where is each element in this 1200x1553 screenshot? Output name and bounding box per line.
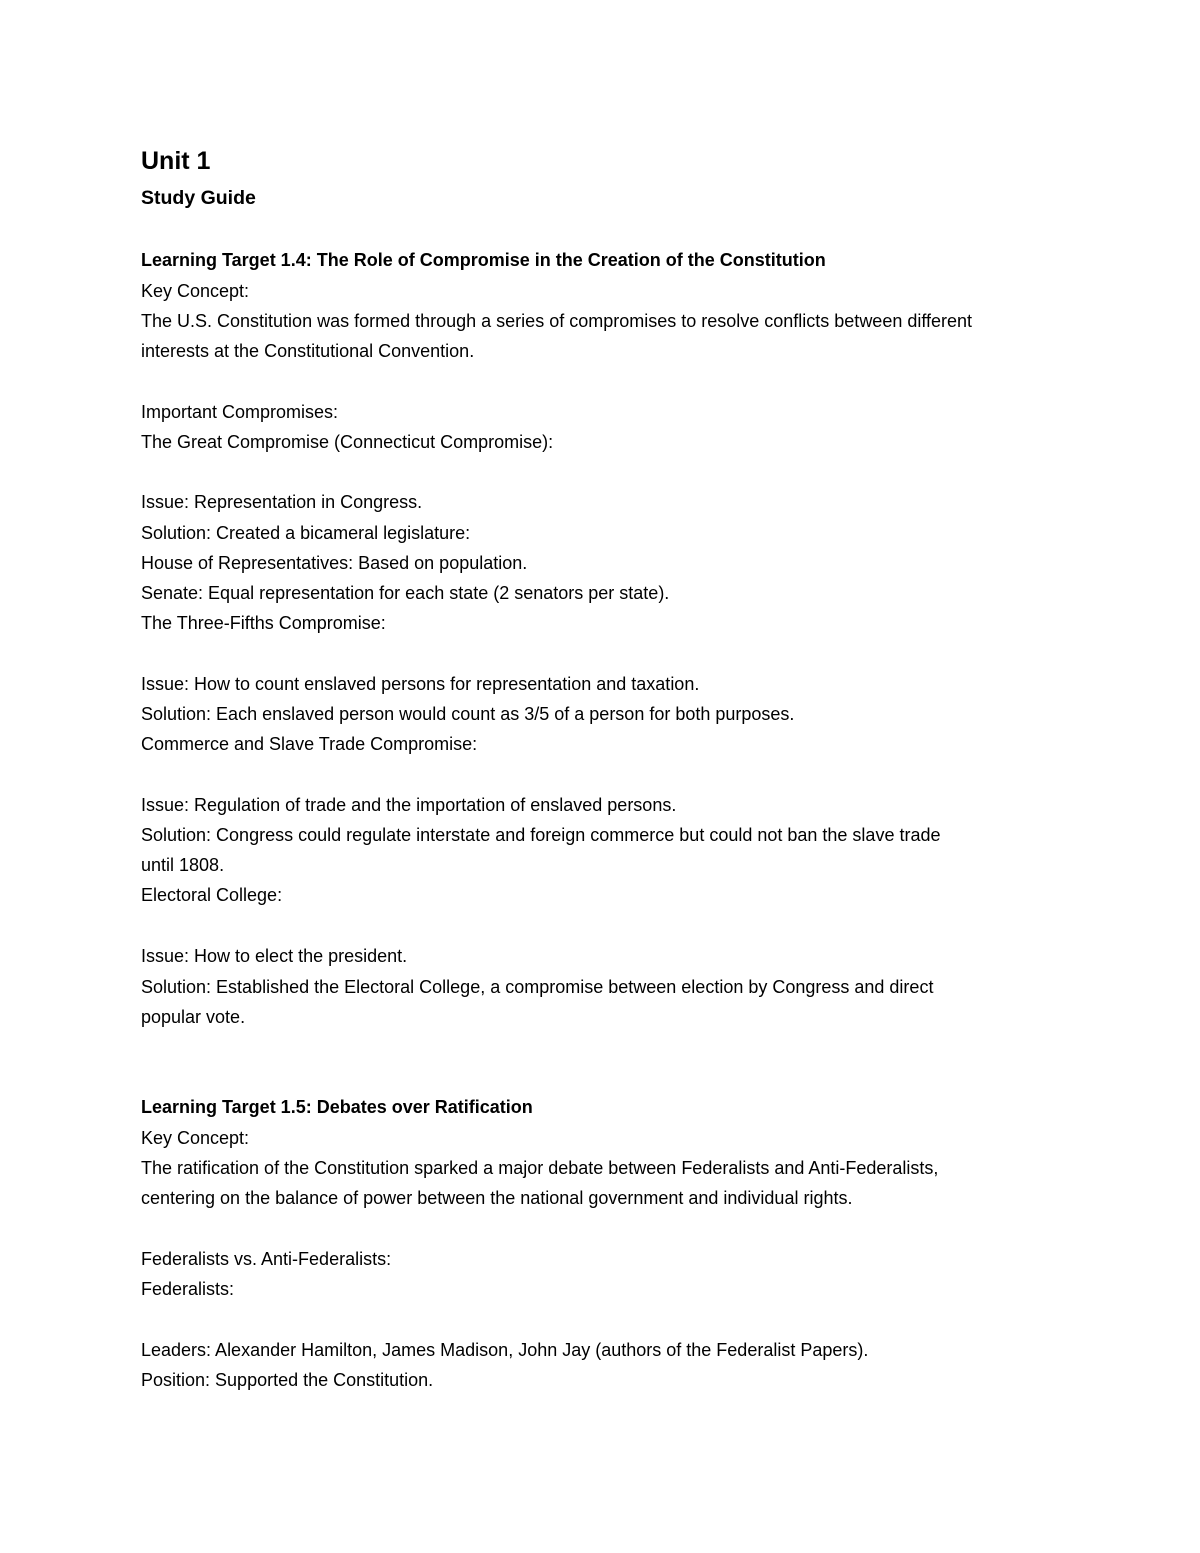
section-heading-1-4: Learning Target 1.4: The Role of Compromise in the Creation of the Constitution [141, 250, 826, 270]
senate: Senate: Equal representation for each state (2 senators per state). [141, 583, 670, 603]
important-compromises-label: Important Compromises: [141, 402, 339, 422]
great-compromise-title: The Great Compromise (Connecticut Compromise): [141, 432, 554, 452]
commerce-solution: until 1808. [141, 855, 225, 875]
electoral-solution: popular vote. [141, 1007, 246, 1027]
electoral-college-title: Electoral College: [141, 885, 283, 905]
key-concept-text: centering on the balance of power between the national government and individual rights. [141, 1188, 853, 1208]
electoral-issue: Issue: How to elect the president. [141, 946, 408, 966]
electoral-solution: Solution: Established the Electoral College, a compromise between election by Congress and direct [141, 977, 934, 997]
key-concept-label: Key Concept: [141, 281, 250, 301]
federalists-leaders: Leaders: Alexander Hamilton, James Madison, John Jay (authors of the Federalist Papers). [141, 1340, 869, 1360]
great-compromise-solution: Solution: Created a bicameral legislature: [141, 523, 471, 543]
federalists-position: Position: Supported the Constitution. [141, 1370, 434, 1390]
key-concept-text: The U.S. Constitution was formed through a series of compromises to resolve conflicts between different [141, 311, 973, 331]
key-concept-text: The ratification of the Constitution sparked a major debate between Federalists and Anti-Federalists, [141, 1158, 939, 1178]
federalists-title: Federalists: [141, 1279, 235, 1299]
page-title: Unit 1 [141, 147, 211, 175]
house-of-representatives: House of Representatives: Based on population. [141, 553, 528, 573]
page-subtitle: Study Guide [141, 187, 256, 209]
key-concept-label: Key Concept: [141, 1128, 250, 1148]
great-compromise-issue: Issue: Representation in Congress. [141, 492, 423, 512]
section-heading-1-5: Learning Target 1.5: Debates over Ratification [141, 1097, 533, 1117]
commerce-compromise-title: Commerce and Slave Trade Compromise: [141, 734, 478, 754]
commerce-issue: Issue: Regulation of trade and the importation of enslaved persons. [141, 795, 677, 815]
three-fifths-title: The Three-Fifths Compromise: [141, 613, 386, 633]
commerce-solution: Solution: Congress could regulate interstate and foreign commerce but could not ban the slave trade [141, 825, 941, 845]
three-fifths-solution: Solution: Each enslaved person would count as 3/5 of a person for both purposes. [141, 704, 795, 724]
key-concept-text: interests at the Constitutional Convention. [141, 341, 475, 361]
federalists-vs-label: Federalists vs. Anti-Federalists: [141, 1249, 392, 1269]
three-fifths-issue: Issue: How to count enslaved persons for representation and taxation. [141, 674, 700, 694]
